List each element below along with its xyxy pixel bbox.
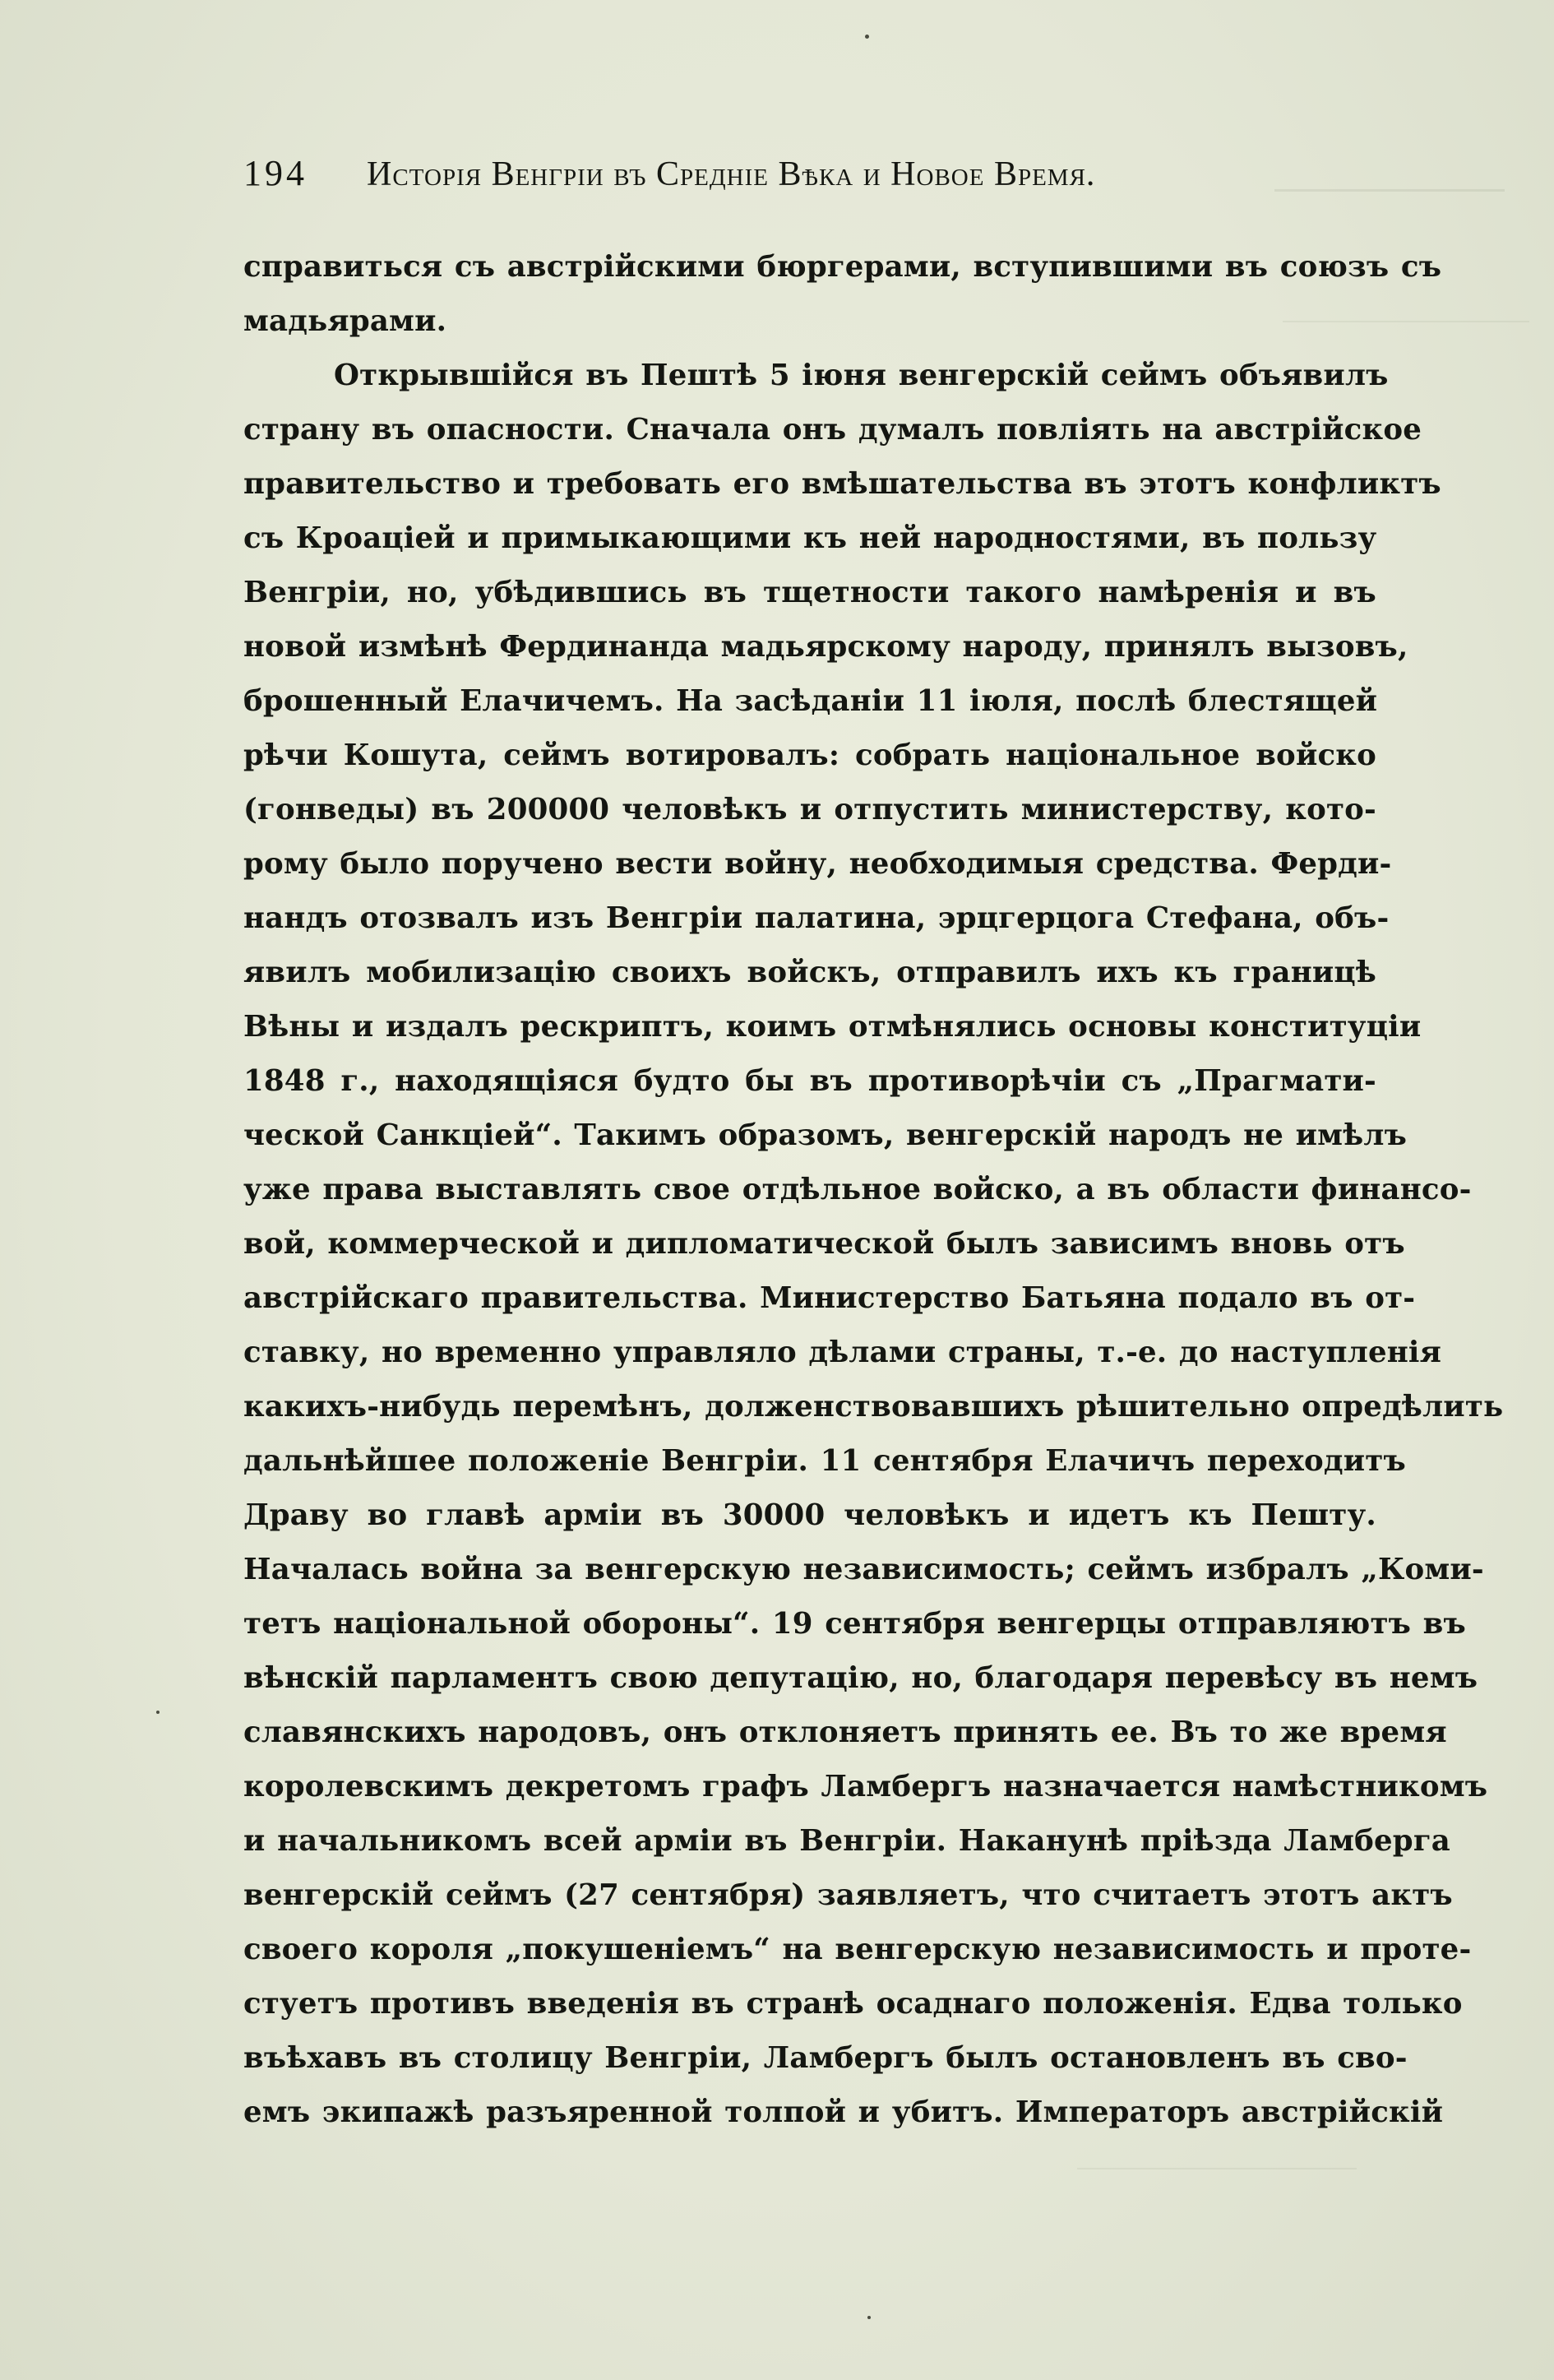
text-line: австрійскаго правительства. Министерство Батьяна подало въ от- — [243, 1281, 1416, 1315]
text-line: тетъ національной обороны“. 19 сентября венгерцы отправляютъ въ — [243, 1607, 1466, 1641]
text-line: Венгріи, но, убѣдившись въ тщетности такого намѣренія и въ — [243, 576, 1376, 609]
text-line: уже права выставлять свое отдѣльное войско, а въ области финансо- — [243, 1173, 1472, 1206]
text-line: 1848 г., находящіяся будто бы въ противорѣчіи съ „Прагмати- — [243, 1064, 1376, 1098]
text-line: (гонведы) въ 200000 человѣкъ и отпустить министерству, кото- — [243, 793, 1376, 827]
text-line: стуетъ противъ введенія въ странѣ осаднаго положенія. Едва только — [243, 1987, 1463, 2021]
bleed-through-mark — [1077, 2146, 1357, 2169]
text-line: въѣхавъ въ столицу Венгріи, Ламбергъ былъ остановленъ въ сво- — [243, 2041, 1408, 2075]
text-line: вѣнскій парламентъ свою депутацію, но, благодаря перевѣсу въ немъ — [243, 1661, 1478, 1695]
text-line: Открывшійся въ Пештѣ 5 іюня венгерскій сеймъ объявилъ — [334, 359, 1389, 392]
specks — [865, 35, 869, 39]
body-text — [243, 240, 1504, 2140]
text-line: Началась война за венгерскую независимость; сеймъ избралъ „Коми- — [243, 1553, 1484, 1586]
page-number: 194 — [243, 153, 308, 193]
text-line: мадьярами. — [243, 304, 447, 338]
text-line: нандъ отозвалъ изъ Венгріи палатина, эрцгерцога Стефана, объ- — [243, 901, 1390, 935]
text-line: какихъ-нибудь перемѣнъ, долженствовавшихъ рѣшительно опредѣлить — [243, 1390, 1504, 1424]
text-line: новой измѣнѣ Фердинанда мадьярскому народу, принялъ вызовъ, — [243, 630, 1408, 664]
text-line: дальнѣйшее положеніе Венгріи. 11 сентября Елачичъ переходитъ — [243, 1444, 1406, 1478]
running-title: Исторія Венгріи въ Средніе Вѣка и Новое Время. — [367, 155, 1096, 193]
text-line: брошенный Елачичемъ. На засѣданіи 11 іюля, послѣ блестящей — [243, 684, 1378, 718]
specks — [867, 2316, 871, 2319]
text-line: емъ экипажѣ разъяренной толпой и убитъ. Императоръ австрійскій — [243, 2095, 1444, 2129]
text-line: вой, коммерческой и дипломатической былъ зависимъ вновь отъ — [243, 1227, 1405, 1261]
text-line: съ Кроаціей и примыкающими къ ней народностями, въ пользу — [243, 521, 1377, 555]
text-line: рѣчи Кошута, сеймъ вотировалъ: собрать національное войско — [243, 739, 1376, 772]
text-line: справиться съ австрійскими бюргерами, вступившими въ союзъ съ — [243, 250, 1442, 284]
text-line: явилъ мобилизацію своихъ войскъ, отправилъ ихъ къ границѣ — [243, 956, 1376, 989]
text-line: венгерскій сеймъ (27 сентября) заявляетъ, что считаетъ этотъ актъ — [243, 1878, 1453, 1912]
text-line: Драву во главѣ арміи въ 30000 человѣкъ и идетъ къ Пешту. — [243, 1498, 1376, 1532]
text-line: своего короля „покушеніемъ“ на венгерскую независимость и проте- — [243, 1933, 1472, 1966]
text-line: рому было поручено вести войну, необходимыя средства. Ферди- — [243, 847, 1392, 881]
specks — [156, 1711, 160, 1714]
text-line: и начальникомъ всей арміи въ Венгріи. Наканунѣ пріѣзда Ламберга — [243, 1824, 1450, 1858]
text-line: славянскихъ народовъ, онъ отклоняетъ принять ее. Въ то же время — [243, 1716, 1447, 1749]
text-line: страну въ опасности. Сначала онъ думалъ повліять на австрійское — [243, 413, 1422, 447]
text-line: Вѣны и издалъ рескриптъ, коимъ отмѣнялись основы конституціи — [243, 1010, 1422, 1044]
bleed-through-mark — [1274, 148, 1505, 192]
text-line: королевскимъ декретомъ графъ Ламбергъ назначается намѣстникомъ — [243, 1770, 1488, 1804]
text-line: ставку, но временно управляло дѣлами страны, т.-е. до наступленія — [243, 1336, 1442, 1369]
text-line: правительство и требовать его вмѣшательства въ этотъ конфликтъ — [243, 467, 1441, 501]
text-line: ческой Санкціей“. Такимъ образомъ, венгерскій народъ не имѣлъ — [243, 1118, 1408, 1152]
running-header — [243, 152, 1246, 201]
